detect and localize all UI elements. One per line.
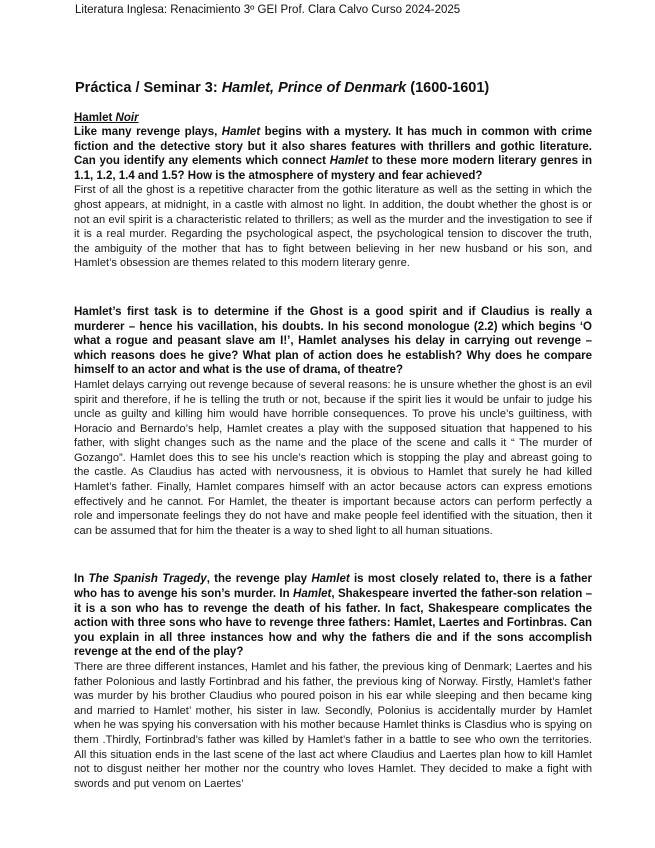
question-2: Hamlet’s first task is to determine if the Ghost is a good spirit and if Claudius is really a murderer – hence his vacillation, his doubts. In his second monologue (2.2) which begins ‘O what a rogue and peasant slave am I!’, Hamlet analyses his delay in carrying out revenge – which reasons does he give? What plan of action does he establish? Why does he compare himself to an actor and what is the use of drama, of theatre? bbox=[74, 305, 592, 377]
section-second-monologue bbox=[74, 305, 592, 539]
answer-3: There are three different instances, Hamlet and his father, the previous king of Denmark; Laertes and his father Polonious and lastly Fortinbrad and his father, the previous king of Norway. Firstly, Hamlet’s father was murder by his brother Claudius who poured poison in his ear while sleeping and then became king and married to Hamlet’ mother, his sister in law. Secondly, Polonius is accidentally murder by Hamlet when he was spying his conversation with his mother because Hamlet thinks is Clasdius who is spying on them .Thirdly, Fortinbrad’s father was killed by Hamlet’s father in a battle to see who own the territories. All this situation ends in the last scene of the last act where Claudius and Laertes plan how to kill Hamlet not to disgust neither her mother nor the country who loves Hamlet. They decided to make a fight with swords and put venom on Laertes’ bbox=[74, 661, 592, 790]
section-hamlet-noir bbox=[74, 112, 592, 271]
answer-1: First of all the ghost is a repetitive character from the gothic literature as well as the setting in which the ghost appears, at midnight, in a castle with almost no light. In addition, the doubt whether the ghost is or not an evil spirit is a characteristic related to thrillers; as well as the murder and the investigation to see if it is a real murder. Regarding the psychological aspect, the psychological tension to discover the truth, the ambiguity of the mother that has to fight between believing in her new husband or his son, and Hamlet’s obsession are themes related to this modern literary genre. bbox=[74, 184, 592, 270]
title-work: Hamlet, Prince of Denmark bbox=[221, 80, 407, 96]
section-fathers-and-sons bbox=[74, 572, 592, 791]
question-1: Like many revenge plays, Hamlet begins with a mystery. It has much in common with crime fiction and the detective story but it also shares features with thrillers and gothic literature. Can you identify any elements which connect Hamlet to these more modern literary genres in 1.1, 1.2, 1.4 and 1.5? How is the atmosphere of mystery and fear achieved? bbox=[74, 126, 593, 182]
content bbox=[74, 112, 592, 791]
title-prefix: Práctica / Seminar 3: bbox=[75, 80, 222, 96]
title-dates: (1600-1601) bbox=[406, 80, 490, 96]
question-3: In The Spanish Tragedy, the revenge play Hamlet is most closely related to, there is a father who has to avenge his son’s murder. In Hamlet, Shakespeare inverted the father-son relation – it is a son who has to revenge the death of his father. In fact, Shakespeare complicates the action with three sons who have to revenge three fathers: Hamlet, Laertes and Fortinbras. Can you explain in all three instances how and why the fathers die and if the sons accomplish revenge at the end of the play? bbox=[74, 573, 592, 659]
page-title bbox=[75, 80, 489, 96]
section-heading: Hamlet Noir bbox=[74, 112, 139, 124]
page-header: Literatura Inglesa: Renacimiento 3º GEI Prof. Clara Calvo Curso 2024-2025 bbox=[75, 4, 461, 16]
answer-2: Hamlet delays carrying out revenge because of several reasons: he is unsure whether the ghost is an evil spirit and therefore, if he is telling the truth or not, because if the spirit lies it would be unfair to judge his uncle as guilty and killing him would have horrible consequences. To prove his uncle’s guiltiness, with Horacio and Bernardo’s help, Hamlet creates a play with the supposed situation that happened to his father, with slight changes such as the name and the place of the scene and calls it “ The murder of Gozango”. Hamlet does this to see his uncle’s reaction which is stopping the play and abreast going to the castle. As Claudius has acted with nervousness, it is obvious to Hamlet that surely he had killed Hamlet’s father. Finally, Hamlet compares himself with an actor because actors can express emotions effectively and he cannot. For Hamlet, the theater is important because actors can perform perfectly a role and impersonate feelings they do not have and make people feel identified with the situation, then it can be assumed that for him the theater is a way to shed light to all human situations. bbox=[74, 378, 592, 537]
